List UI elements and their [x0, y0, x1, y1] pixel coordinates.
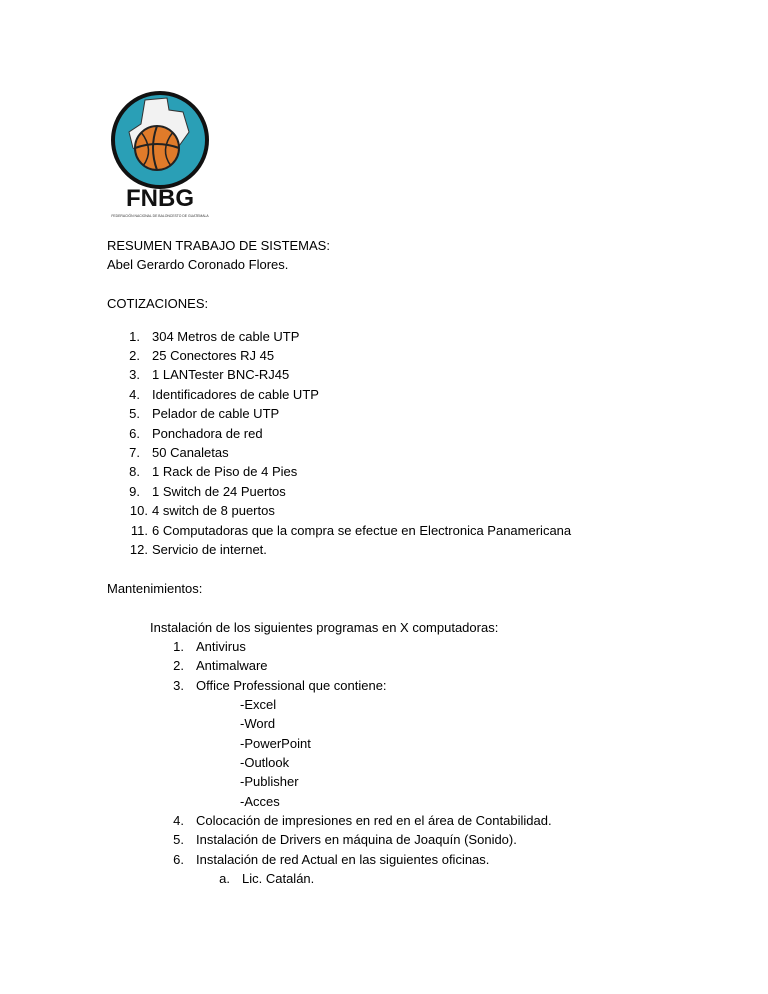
- list-text: 25 Conectores RJ 45: [152, 348, 275, 363]
- list-text: Ponchadora de red: [152, 426, 263, 441]
- office-app-item: -Outlook: [240, 755, 290, 770]
- list-number: 2.: [173, 658, 184, 673]
- list-text: 4 switch de 8 puertos: [152, 503, 275, 518]
- list-number: 3.: [173, 678, 184, 693]
- list-number: 9.: [129, 484, 140, 499]
- list-number: 3.: [129, 367, 140, 382]
- list-text: 1 Switch de 24 Puertos: [152, 484, 286, 499]
- mantenimientos-intro: Instalación de los siguientes programas en X computadoras:: [150, 620, 499, 635]
- list-number: 5.: [129, 406, 140, 421]
- fnbg-logo: [107, 88, 213, 222]
- list-number: 4.: [173, 813, 184, 828]
- list-text: Office Professional que contiene:: [196, 678, 387, 693]
- list-number: 6.: [129, 426, 140, 441]
- list-text: 50 Canaletas: [152, 445, 229, 460]
- list-number: 12.: [129, 542, 148, 557]
- list-text: 304 Metros de cable UTP: [152, 329, 300, 344]
- list-text: Antimalware: [196, 658, 268, 673]
- list-text: Colocación de impresiones en red en el área de Contabilidad.: [196, 813, 552, 828]
- list-number: 6.: [173, 852, 184, 867]
- list-letter: a.: [219, 871, 230, 886]
- mantenimientos-heading: Mantenimientos:: [107, 581, 203, 596]
- list-number: 2.: [129, 348, 140, 363]
- office-app-item: -Acces: [240, 794, 280, 809]
- office-app-item: -Word: [240, 716, 276, 731]
- logo-text: FNBG: [126, 185, 194, 212]
- list-text: Pelador de cable UTP: [152, 406, 280, 421]
- author-name: Abel Gerardo Coronado Flores.: [107, 257, 289, 272]
- list-number: 11.: [130, 523, 148, 538]
- list-number: 7.: [129, 445, 140, 460]
- list-text: Lic. Catalán.: [242, 871, 315, 886]
- list-number: 10.: [129, 503, 148, 518]
- list-text: Instalación de Drivers en máquina de Joaquín (Sonido).: [196, 832, 517, 847]
- list-text: 1 Rack de Piso de 4 Pies: [152, 464, 298, 479]
- list-number: 4.: [129, 387, 140, 402]
- list-number: 1.: [173, 639, 184, 654]
- list-text: Servicio de internet.: [152, 542, 267, 557]
- office-app-item: -PowerPoint: [240, 736, 311, 751]
- list-text: Antivirus: [196, 639, 246, 654]
- list-number: 5.: [173, 832, 184, 847]
- list-text: 6 Computadoras que la compra se efectue en Electronica Panamericana: [152, 523, 572, 538]
- office-app-item: -Publisher: [240, 774, 299, 789]
- list-number: 1.: [129, 329, 140, 344]
- list-text: 1 LANTester BNC-RJ45: [152, 367, 290, 382]
- document-title: RESUMEN TRABAJO DE SISTEMAS:: [107, 238, 330, 253]
- list-text: Instalación de red Actual en las siguientes oficinas.: [196, 852, 490, 867]
- list-number: 8.: [129, 464, 140, 479]
- logo-subtext: FEDERACIÓN NACIONAL DE BALONCESTO DE GUATEMALA: [111, 214, 209, 218]
- list-text: Identificadores de cable UTP: [152, 387, 319, 402]
- cotizaciones-heading: COTIZACIONES:: [107, 296, 209, 311]
- fnbg-logo-graphic: [107, 88, 213, 222]
- office-app-item: -Excel: [240, 697, 277, 712]
